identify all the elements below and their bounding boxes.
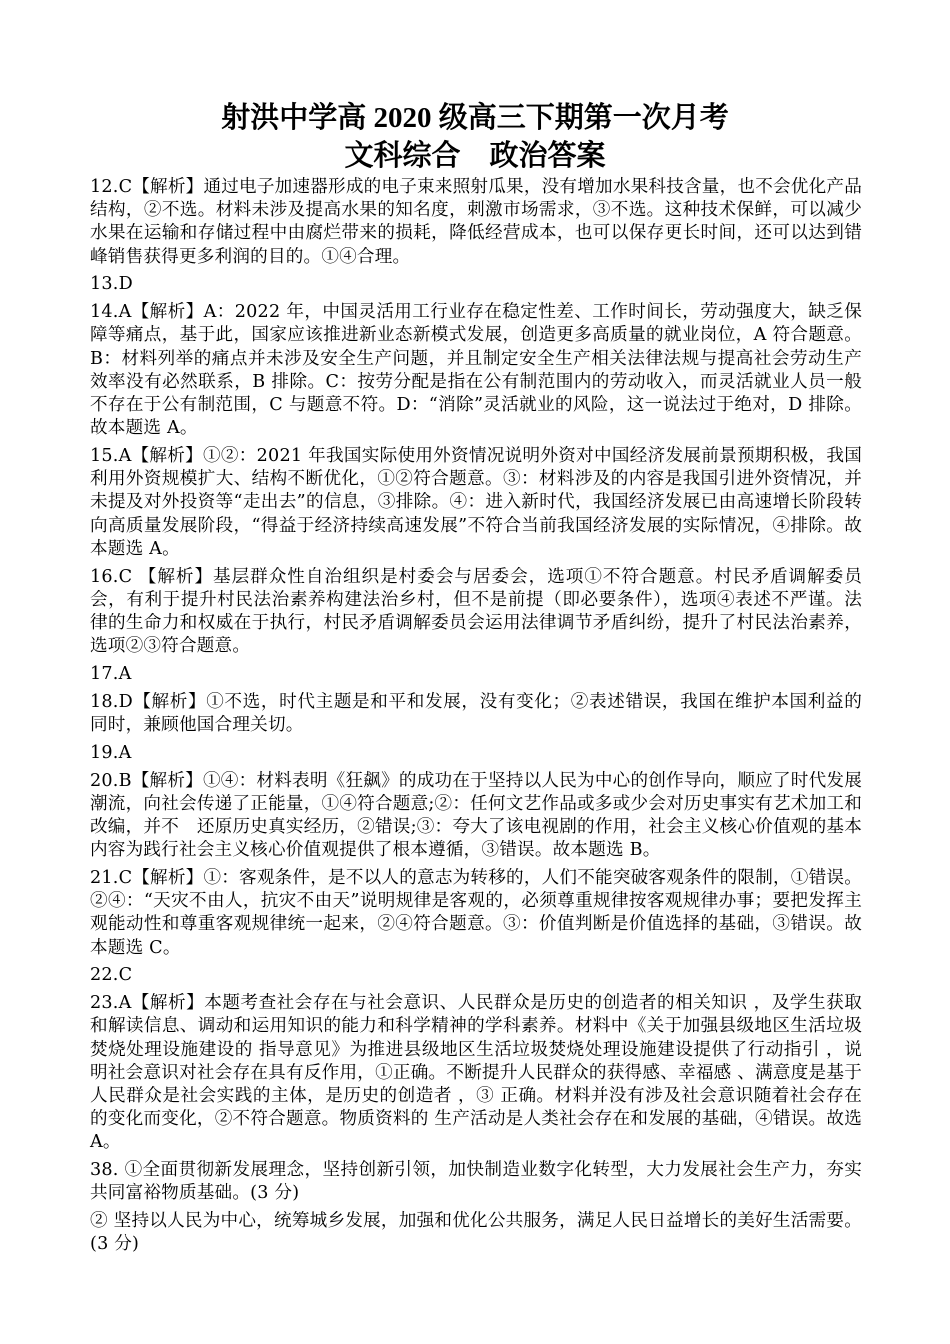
answer-14: 14.A【解析】A：2022 年，中国灵活用工行业存在稳定性差、工作时间长，劳动强度大，缺乏保障等痛点，基于此，国家应该推进新业态新模式发展，创造更多高质量的就业岗位，A 符合题意。B：材料列举的痛点并未涉及安全生产问题，并且制定安全生产相关法律法规与提高社会劳动生产效率没有必然联系，B 排除。C：按劳分配是指在公有制范围内的劳动收入，而灵活就业人员一般不存在于公有制范围，C 与题意不符。D：“消除”灵活就业的风险，这一说法过于绝对，D 排除。故本题选 A。 bbox=[90, 302, 862, 439]
answer-12: 12.C【解析】通过电子加速器形成的电子束来照射瓜果，没有增加水果科技含量，也不会优化产品结构，②不选。材料未涉及提高水果的知名度，刺激市场需求，③不选。这种技术保鲜，可以减少水果在运输和存储过程中由腐烂带来的损耗，降低经营成本，也可以保存更长时间，还可以达到错峰销售获得更多利润的目的。①④合理。 bbox=[90, 177, 862, 267]
page-title: 射洪中学高 2020 级高三下期第一次月考 bbox=[221, 102, 729, 134]
answer-17: 17.A bbox=[90, 664, 132, 685]
answer-38-point-2: ② 坚持以人民为中心，统筹城乡发展，加强和优化公共服务，满足人民日益增长的美好生活需要。(3 分) bbox=[90, 1211, 862, 1255]
answer-23: 23.A【解析】本题考查社会存在与社会意识、人民群众是历史的创造者的相关知识 ，及学生获取和解读信息、调动和运用知识的能力和科学精神的学科素养。材料中《关于加强县级地区生活垃圾焚烧处理设施建设的 指导意见》为推进县级地区生活垃圾焚烧处理设施建设提供了行动指引 ，说明社会意识对社会存在具有反作用，①正确。不断提升人民群众的获得感、幸福感 、满意度是基于人民群众是社会实践的主体，是历史的创造者 ，③ 正确。材料并没有涉及社会意识随着社会存在的变化而变化，②不符合题意。物质资料的 生产活动是人类社会存在和发展的基础，④错误。故选 A。 bbox=[90, 993, 862, 1153]
answer-20: 20.B【解析】①④：材料表明《狂飙》的成功在于坚持以人民为中心的创作导向，顺应了时代发展潮流，向社会传递了正能量，①④符合题意;②：任何文艺作品或多或少会对历史事实有艺术加工和改编，并不 还原历史真实经历，②错误;③：夸大了该电视剧的作用，社会主义核心价值观的基本内容为践行社会主义核心价值观提供了根本遵循，③错误。故本题选 B。 bbox=[90, 770, 862, 861]
answer-15: 15.A【解析】①②：2021 年我国实际使用外资情况说明外资对中国经济发展前景预期积极，我国利用外资规模扩大、结构不断优化，①②符合题意。③：材料涉及的内容是我国引进外资情况，并未提及对外投资等“走出去”的信息，③排除。④：进入新时代，我国经济发展已由高速增长阶段转向高质量发展阶段，“得益于经济持续高速发展”不符合当前我国经济发展的实际情况，④排除。故本题选 A。 bbox=[90, 446, 862, 559]
answer-list bbox=[90, 176, 862, 1261]
answer-13: 13.D bbox=[90, 274, 133, 295]
answer-16: 16.C 【解析】基层群众性自治组织是村委会与居委会，选项①不符合题意。村民矛盾调解委员会，有利于提升村民法治素养构建法治乡村，但不是前提（即必要条件），选项④表述不严谨。法律的生命力和权威在于执行，村民矛盾调解委员会运用法律调节矛盾纠纷，提升了村民法治素养，选项②③符合题意。 bbox=[90, 566, 862, 657]
answer-19: 19.A bbox=[90, 742, 132, 763]
answer-22: 22.C bbox=[90, 965, 133, 986]
answer-21: 21.C【解析】①：客观条件，是不以人的意志为转移的，人们不能突破客观条件的限制，①错误。 ②④：“天灾不由人，抗灾不由天”说明规律是客观的，必须尊重规律按客观规律办事；要把发挥主观能动性和尊重客观规律统一起来，②④符合题意。③：价值判断是价值选择的基础，③错误。故本题选 C。 bbox=[90, 868, 862, 958]
page-subtitle: 文科综合 政治答案 bbox=[344, 140, 606, 172]
answer-38-point-1: 38. ①全面贯彻新发展理念，坚持创新引领，加快制造业数字化转型，大力发展社会生产力，夯实共同富裕物质基础。(3 分) bbox=[90, 1160, 862, 1204]
answer-18: 18.D【解析】①不选，时代主题是和平和发展，没有变化；②表述错误，我国在维护本国利益的同时，兼顾他国合理关切。 bbox=[90, 691, 862, 736]
